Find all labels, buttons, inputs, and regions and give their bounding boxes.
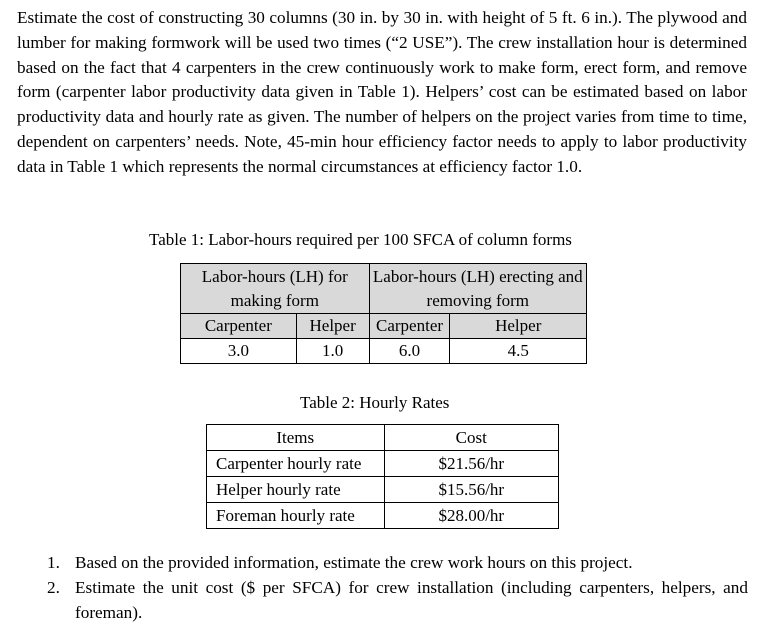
- col-header-carpenter-making: Carpenter: [181, 314, 297, 339]
- list-item: [47, 551, 748, 576]
- labor-hours-table: [180, 263, 587, 364]
- table-cell: 3.0: [181, 339, 297, 364]
- col-header-carpenter-erecting: Carpenter: [369, 314, 450, 339]
- col-header-helper-erecting: Helper: [450, 314, 587, 339]
- table2-caption: Table 2: Hourly Rates: [300, 393, 450, 412]
- question-text: Estimate the unit cost ($ per SFCA) for crew installation (including carpenters, helpers, and foreman).: [75, 577, 748, 622]
- list-item: [47, 576, 748, 626]
- rate-item: Foreman hourly rate: [207, 503, 385, 529]
- rate-cost: $15.56/hr: [384, 477, 558, 503]
- table-row: [207, 503, 559, 529]
- rate-cost: $21.56/hr: [384, 451, 558, 477]
- hourly-rates-table: [206, 424, 559, 529]
- rate-item: Helper hourly rate: [207, 477, 385, 503]
- rate-cost: $28.00/hr: [384, 503, 558, 529]
- group-header-erecting: Labor-hours (LH) erecting and removing form: [369, 264, 586, 314]
- table1-caption: Table 1: Labor-hours required per 100 SFCA of column forms: [149, 230, 572, 249]
- col-header-cost: Cost: [384, 425, 558, 451]
- group-header-making: Labor-hours (LH) for making form: [181, 264, 370, 314]
- table-row: [207, 477, 559, 503]
- col-header-helper-making: Helper: [296, 314, 369, 339]
- question-list: [47, 551, 748, 625]
- table-cell: 6.0: [369, 339, 450, 364]
- table-cell: 4.5: [450, 339, 587, 364]
- question-number: 2.: [47, 577, 60, 597]
- col-header-items: Items: [207, 425, 385, 451]
- question-number: 1.: [47, 553, 60, 572]
- question-text: Based on the provided information, estimate the crew work hours on this project.: [75, 553, 633, 572]
- table-row: [207, 451, 559, 477]
- table-cell: 1.0: [296, 339, 369, 364]
- rate-item: Carpenter hourly rate: [207, 451, 385, 477]
- problem-statement: Estimate the cost of constructing 30 columns (30 in. by 30 in. with height of 5 ft. 6 in.). The plywood and lumber for making formwork will be used two times (“2 USE”). The crew installation hour is determined based on the fact that 4 carpenters in the crew continuously work to make form, erect form, and remove form (carpenter labor productivity data given in Table 1). Helpers’ cost can be estimated based on labor productivity data and hourly rate as given. The number of helpers on the project varies from time to time, dependent on carpenters’ needs. Note, 45-min hour efficiency factor needs to apply to labor productivity data in Table 1 which represents the normal circumstances at efficiency factor 1.0.: [17, 8, 747, 176]
